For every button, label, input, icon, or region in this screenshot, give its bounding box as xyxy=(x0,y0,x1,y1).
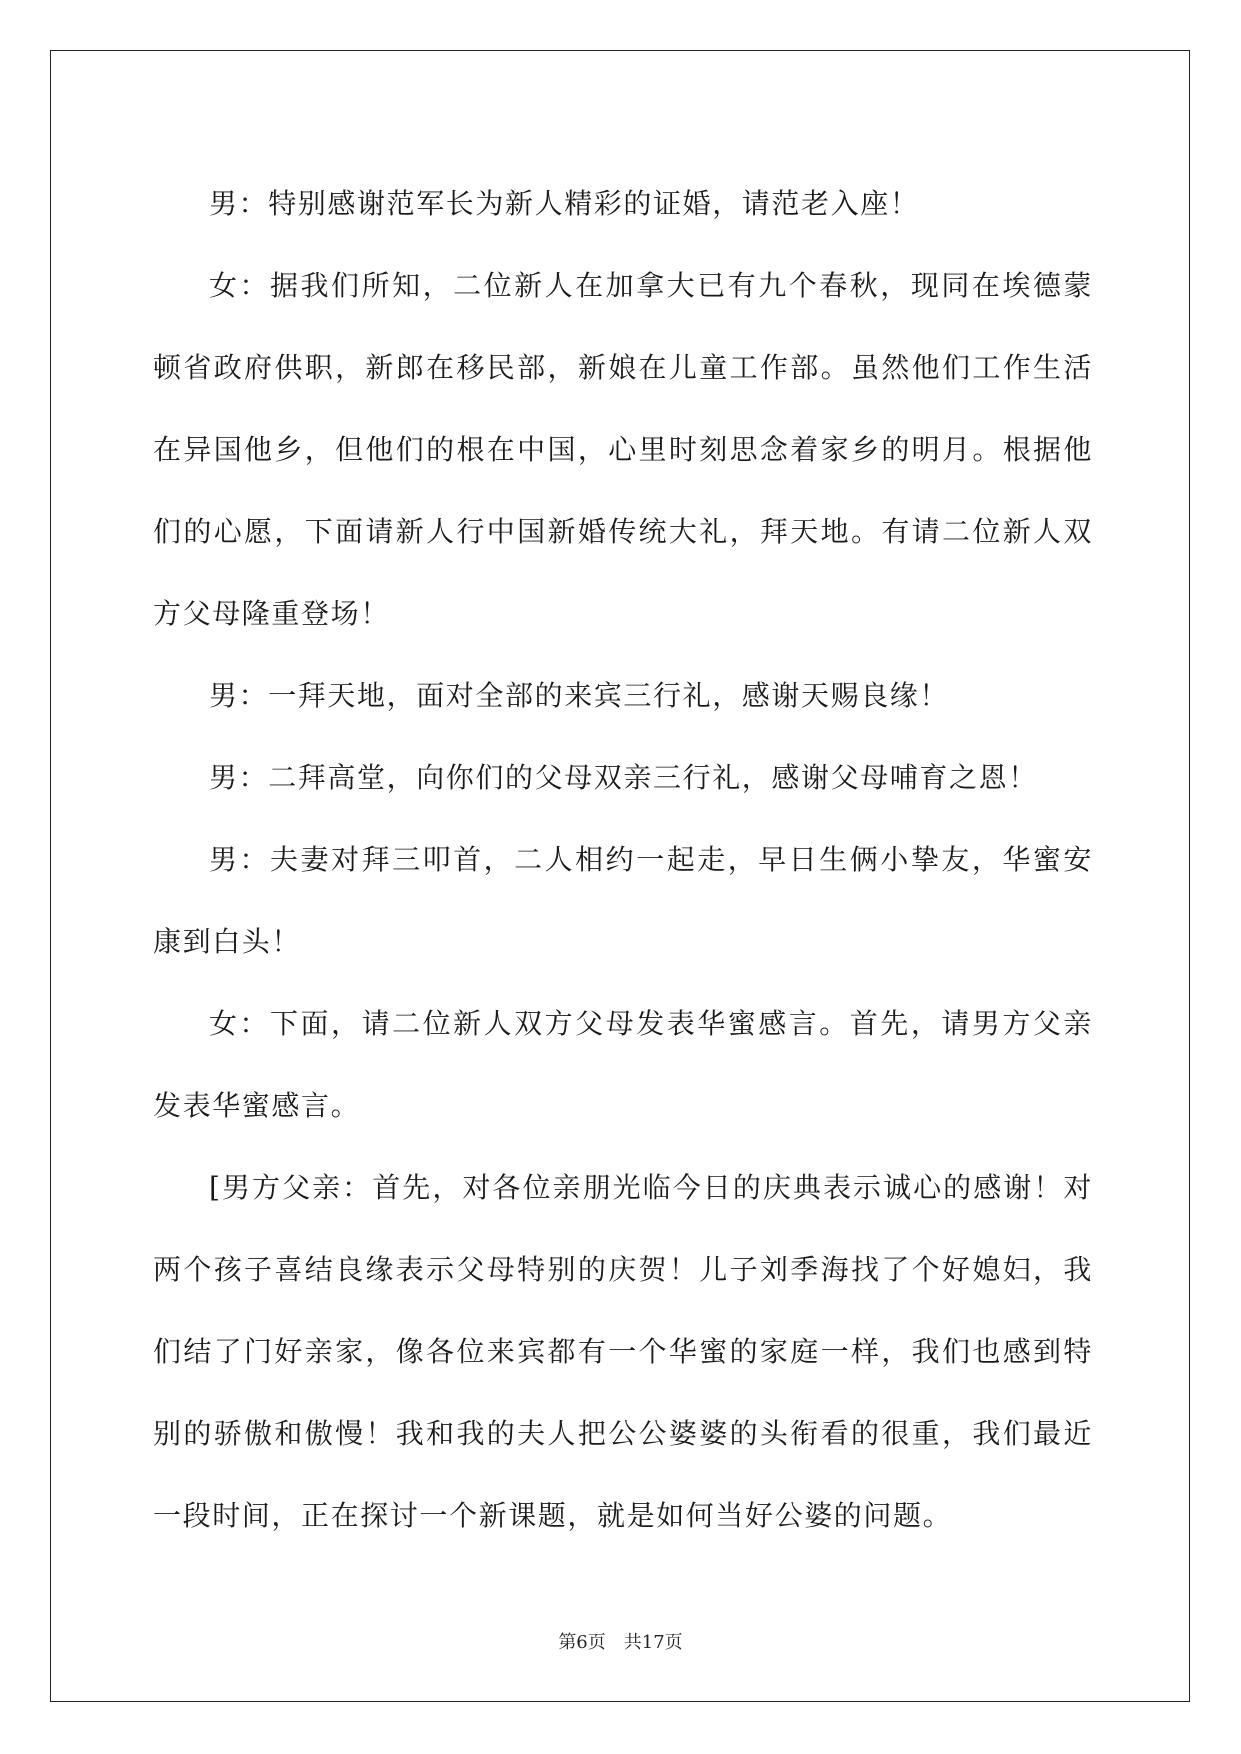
paragraph-5: 男：夫妻对拜三叩首，二人相约一起走，早日生俩小挚友，华蜜安康到白头！ xyxy=(153,843,1093,958)
paragraph-7: [男方父亲：首先，对各位亲朋光临今日的庆典表示诚心的感谢！对两个孩子喜结良缘表示父母特别的庆贺！儿子刘季海找了个好媳妇，我们结了门好亲家，像各位来宾都有一个华蜜的家庭一样，我们也感到特别的骄傲和傲慢！我和我的夫人把公公婆婆的头衔看的很重，我们最近一段时间，正在探讨一个新课题，就是如何当好公婆的问题。 xyxy=(153,1171,1093,1532)
paragraph-2: 女：据我们所知，二位新人在加拿大已有九个春秋，现同在埃德蒙顿省政府供职，新郎在移民部，新娘在儿童工作部。虽然他们工作生活在异国他乡，但他们的根在中国，心里时刻思念着家乡的明月。根据他们的心愿，下面请新人行中国新婚传统大礼，拜天地。有请二位新人双方父母隆重登场！ xyxy=(153,269,1093,630)
paragraph-3: 男：一拜天地，面对全部的来宾三行礼，感谢天赐良缘！ xyxy=(209,679,950,712)
paragraph-6: 女：下面，请二位新人双方父母发表华蜜感言。首先，请男方父亲发表华蜜感言。 xyxy=(153,1007,1093,1122)
page-number-footer: 第6页 共17页 xyxy=(558,1632,683,1653)
paragraph-1: 男：特别感谢范军长为新人精彩的证婚，请范老入座！ xyxy=(209,187,920,220)
document-body xyxy=(153,163,1093,1557)
paragraph-4: 男：二拜高堂，向你们的父母双亲三行礼，感谢父母哺育之恩！ xyxy=(209,761,1038,794)
